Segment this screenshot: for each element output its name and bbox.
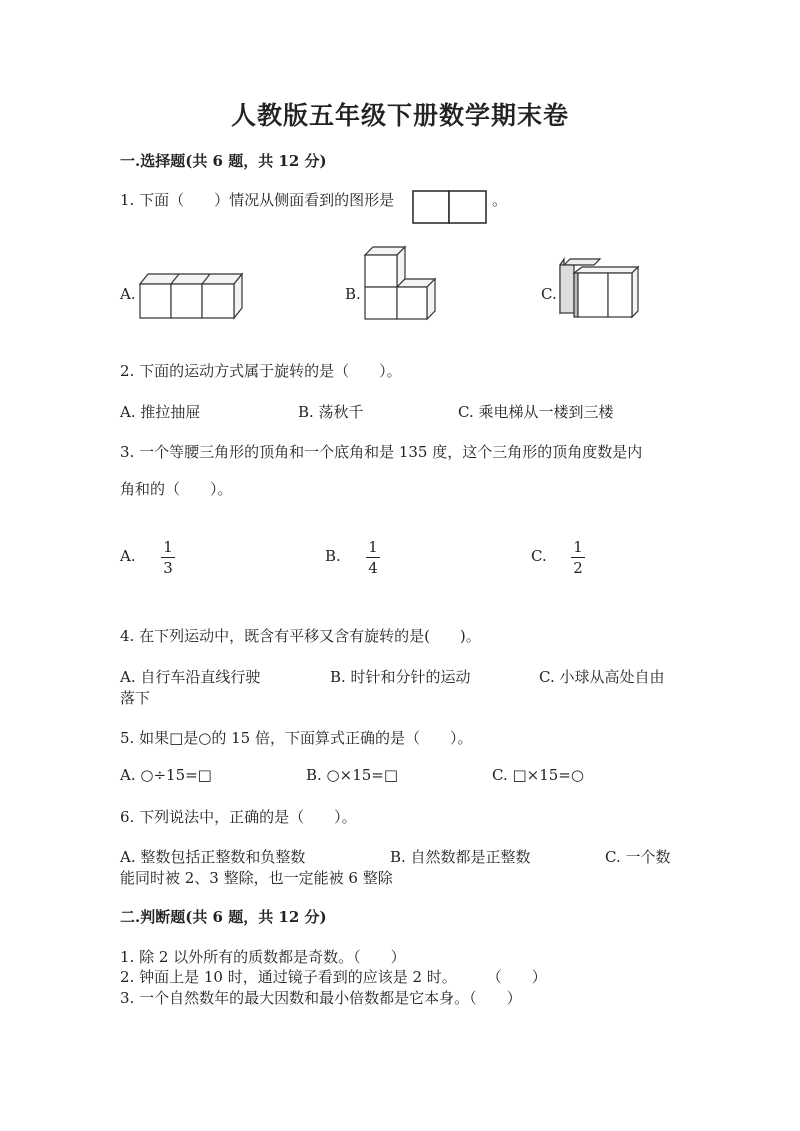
question-1-option-b-label: B. — [345, 285, 361, 303]
judgment-item: 3. 一个自然数年的最大因数和最小倍数都是它本身。（ ） — [120, 989, 522, 1007]
question-1-option-c-label: C. — [541, 285, 557, 303]
fraction-bar — [571, 557, 585, 558]
fraction-bar — [161, 557, 175, 558]
question-4-option-b: B. 时针和分针的运动 — [330, 668, 471, 686]
option-c-cubes-figure — [560, 257, 642, 319]
question-1-option-a-label: A. — [120, 285, 136, 303]
question-6-option-c: C. 一个数 — [605, 848, 671, 866]
fraction-bar — [366, 557, 380, 558]
section-2-heading: 二.判断题(共 6 题，共 12 分) — [120, 908, 327, 926]
question-6-option-a: A. 整数包括正整数和负整数 — [120, 848, 306, 866]
question-3-option-a-fraction — [158, 538, 178, 577]
question-3-option-a-label: A. — [120, 547, 136, 565]
question-5-option-c: C. □×15=○ — [492, 766, 584, 784]
question-3-option-c-label: C. — [531, 547, 547, 565]
question-6-text: 6. 下列说法中，正确的是（ ）。 — [120, 808, 357, 826]
fraction-denominator: 3 — [163, 559, 173, 577]
question-5-option-b: B. ○×15=□ — [306, 766, 399, 784]
question-4-option-c: C. 小球从高处自由 — [539, 668, 665, 686]
question-1-text: 1. 下面（ ）情况从侧面看到的图形是 — [120, 191, 395, 209]
question-2-text: 2. 下面的运动方式属于旋转的是（ ）。 — [120, 362, 402, 380]
question-4-option-a: A. 自行车沿直线行驶 — [120, 668, 261, 686]
question-6-option-c-wrap: 能同时被 2、3 整除，也一定能被 6 整除 — [120, 869, 393, 887]
section-1-heading: 一.选择题(共 6 题，共 12 分) — [120, 152, 327, 170]
question-2-option-a: A. 推拉抽屉 — [120, 403, 201, 421]
question-6-option-b: B. 自然数都是正整数 — [390, 848, 531, 866]
question-2-option-b: B. 荡秋千 — [298, 403, 364, 421]
question-1-end: 。 — [492, 191, 508, 209]
fraction-numerator: 1 — [573, 538, 583, 556]
option-a-cubes-figure — [138, 270, 242, 320]
fraction-numerator: 1 — [368, 538, 378, 556]
question-3-option-b-label: B. — [325, 547, 341, 565]
question-3-option-c-fraction — [568, 538, 588, 577]
fraction-numerator: 1 — [163, 538, 173, 556]
question-3-option-b-fraction — [363, 538, 383, 577]
question-4-text: 4. 在下列运动中，既含有平移又含有旋转的是( )。 — [120, 627, 481, 645]
question-3-text-line-2: 角和的（ ）。 — [120, 480, 233, 498]
fraction-denominator: 2 — [573, 559, 583, 577]
question-2-option-c: C. 乘电梯从一楼到三楼 — [458, 403, 614, 421]
question-5-text: 5. 如果□是○的 15 倍，下面算式正确的是（ ）。 — [120, 729, 473, 747]
side-view-two-squares-figure — [412, 190, 492, 226]
judgment-item: 2. 钟面上是 10 时，通过镜子看到的应该是 2 时。 （ ） — [120, 968, 547, 986]
judgment-item: 1. 除 2 以外所有的质数都是奇数。（ ） — [120, 948, 406, 966]
fraction-denominator: 4 — [368, 559, 378, 577]
option-b-cubes-figure — [363, 247, 439, 319]
question-3-text-line-1: 3. 一个等腰三角形的顶角和一个底角和是 135 度，这个三角形的顶角度数是内 — [120, 443, 643, 461]
page-title: 人教版五年级下册数学期末卷 — [230, 101, 569, 130]
question-4-option-c-wrap: 落下 — [120, 689, 151, 707]
question-5-option-a: A. ○÷15=□ — [120, 766, 212, 784]
